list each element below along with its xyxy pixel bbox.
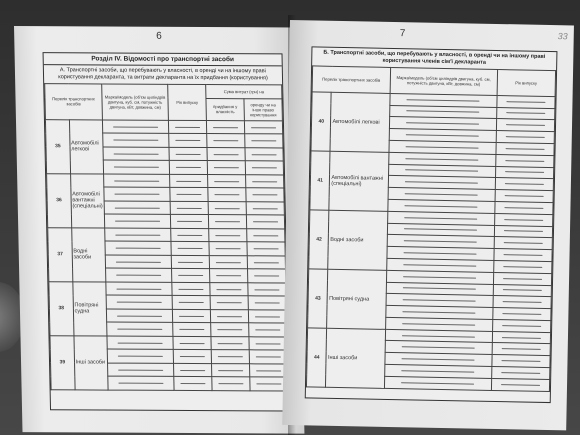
form-cell[interactable] bbox=[209, 255, 247, 269]
handwritten-dash bbox=[118, 342, 162, 343]
handwritten-page-number: 33 bbox=[557, 31, 568, 42]
handwritten-dash bbox=[256, 356, 280, 357]
handwritten-dash bbox=[179, 315, 203, 316]
form-cell[interactable] bbox=[211, 336, 249, 350]
subsection-b-title: Б. Транспортні засоби, що перебувають у власності, в оренді чи на іншому праві користування членів сім'ї декларанта bbox=[323, 49, 546, 66]
handwritten-dash bbox=[406, 146, 479, 148]
handwritten-dash bbox=[117, 288, 161, 289]
form-cell[interactable] bbox=[105, 255, 172, 269]
handwritten-dash bbox=[504, 219, 543, 221]
handwritten-dash bbox=[402, 347, 475, 349]
handwritten-dash bbox=[503, 290, 542, 292]
form-cell[interactable] bbox=[172, 269, 210, 283]
right-page bbox=[282, 20, 574, 430]
row-label: Повітряні судна bbox=[73, 282, 107, 336]
handwritten-dash bbox=[506, 148, 545, 150]
handwritten-dash bbox=[503, 278, 542, 280]
right-page-number: 7 bbox=[399, 28, 406, 40]
form-cell[interactable] bbox=[208, 174, 246, 188]
handwritten-dash bbox=[405, 193, 478, 195]
handwritten-dash bbox=[115, 221, 159, 222]
handwritten-dash bbox=[178, 234, 202, 235]
row-number: 44 bbox=[306, 328, 327, 387]
handwritten-dash bbox=[405, 181, 478, 183]
table-row bbox=[47, 173, 284, 188]
handwritten-dash bbox=[253, 221, 277, 222]
handwritten-dash bbox=[506, 136, 545, 138]
handwritten-dash bbox=[117, 315, 161, 316]
handwritten-dash bbox=[116, 261, 160, 262]
section-title: Розділ IV. Відомості про транспортні засоби bbox=[44, 53, 282, 66]
row-number: 37 bbox=[48, 227, 73, 281]
handwritten-dash bbox=[406, 134, 479, 136]
handwritten-dash bbox=[178, 261, 202, 262]
handwritten-dash bbox=[506, 101, 545, 103]
form-cell[interactable] bbox=[105, 241, 172, 255]
row-number: 41 bbox=[310, 151, 331, 210]
handwritten-dash bbox=[218, 329, 242, 330]
handwritten-dash bbox=[405, 217, 478, 219]
header-ownership: придбання у власність bbox=[206, 98, 244, 120]
form-cell[interactable] bbox=[211, 309, 249, 323]
handwritten-dash bbox=[177, 194, 201, 195]
form-cell[interactable] bbox=[247, 229, 285, 243]
form-cell[interactable] bbox=[246, 215, 284, 229]
handwritten-dash bbox=[216, 248, 240, 249]
form-cell[interactable] bbox=[106, 309, 173, 323]
handwritten-dash bbox=[506, 124, 545, 126]
form-cell[interactable] bbox=[173, 309, 211, 323]
form-cell[interactable] bbox=[170, 201, 208, 215]
form-cell[interactable] bbox=[169, 134, 207, 148]
row-label: Автомобілі легкові bbox=[69, 120, 103, 174]
header-type: Перелік транспортних засобів bbox=[45, 83, 103, 119]
handwritten-dash bbox=[503, 254, 542, 256]
form-cell[interactable] bbox=[174, 363, 212, 377]
table-row bbox=[45, 119, 282, 134]
handwritten-dash bbox=[115, 194, 159, 195]
row-number: 38 bbox=[49, 281, 74, 335]
form-cell[interactable] bbox=[210, 282, 248, 296]
handwritten-dash bbox=[179, 275, 203, 276]
row-label: Інші засоби bbox=[74, 336, 108, 390]
handwritten-dash bbox=[215, 194, 239, 195]
form-cell[interactable] bbox=[174, 377, 212, 391]
form-cell[interactable] bbox=[249, 337, 287, 351]
form-cell[interactable] bbox=[248, 296, 286, 310]
form-cell[interactable] bbox=[245, 134, 283, 148]
handwritten-dash bbox=[114, 167, 158, 168]
handwritten-dash bbox=[219, 383, 243, 384]
form-cell[interactable] bbox=[172, 282, 210, 296]
form-cell[interactable] bbox=[107, 322, 174, 336]
form-cell[interactable] bbox=[104, 187, 171, 201]
row-label: Водні засоби bbox=[328, 210, 387, 270]
left-page-number: 6 bbox=[156, 30, 162, 42]
handwritten-dash bbox=[176, 140, 200, 141]
handwritten-dash bbox=[505, 172, 544, 174]
row-number: 43 bbox=[308, 269, 329, 328]
header-rent: оренду чи на інше право користування bbox=[244, 98, 282, 120]
handwritten-dash bbox=[177, 207, 201, 208]
form-cell[interactable] bbox=[105, 268, 172, 282]
handwritten-dash bbox=[117, 275, 161, 276]
row-number: 42 bbox=[309, 210, 330, 269]
handwritten-dash bbox=[256, 343, 280, 344]
form-cell[interactable] bbox=[108, 376, 175, 390]
form-cell[interactable] bbox=[208, 188, 246, 202]
handwritten-dash bbox=[217, 275, 241, 276]
form-cell[interactable] bbox=[212, 377, 250, 391]
handwritten-dash bbox=[117, 302, 161, 303]
handwritten-dash bbox=[114, 153, 158, 154]
form-cell[interactable] bbox=[247, 242, 285, 256]
handwritten-dash bbox=[218, 356, 242, 357]
form-cell[interactable] bbox=[105, 228, 172, 242]
form-cell[interactable] bbox=[212, 363, 250, 377]
form-cell[interactable] bbox=[207, 161, 245, 175]
handwritten-dash bbox=[181, 369, 205, 370]
handwritten-dash bbox=[119, 369, 163, 370]
form-cell[interactable] bbox=[250, 364, 288, 378]
header-amount: Сума витрат (грн) на bbox=[206, 84, 282, 98]
form-cell[interactable] bbox=[171, 215, 209, 229]
form-cell[interactable] bbox=[211, 350, 249, 364]
handwritten-dash bbox=[215, 221, 239, 222]
handwritten-dash bbox=[213, 127, 237, 128]
handwritten-dash bbox=[217, 316, 241, 317]
handwritten-dash bbox=[407, 99, 480, 101]
form-cell[interactable] bbox=[492, 308, 551, 321]
handwritten-dash bbox=[176, 167, 200, 168]
handwritten-dash bbox=[115, 207, 159, 208]
form-cell[interactable] bbox=[248, 310, 286, 324]
handwritten-dash bbox=[216, 235, 240, 236]
handwritten-dash bbox=[114, 140, 158, 141]
form-cell[interactable] bbox=[208, 201, 246, 215]
form-cell[interactable] bbox=[102, 120, 169, 134]
left-vehicle-table bbox=[44, 83, 288, 391]
header-year: Рік випуску bbox=[168, 84, 207, 120]
handwritten-dash bbox=[255, 302, 279, 303]
handwritten-dash bbox=[178, 248, 202, 249]
handwritten-dash bbox=[252, 154, 276, 155]
handwritten-dash bbox=[404, 240, 477, 242]
handwritten-dash bbox=[219, 370, 243, 371]
form-cell[interactable] bbox=[245, 147, 283, 161]
left-form-frame bbox=[43, 52, 290, 411]
row-label: Водні засоби bbox=[71, 228, 105, 282]
handwritten-dash bbox=[176, 126, 200, 127]
handwritten-dash bbox=[177, 180, 201, 181]
row-number: 40 bbox=[311, 92, 332, 151]
handwritten-dash bbox=[405, 205, 478, 207]
row-label: Автомобілі вантажні (спеціальні) bbox=[329, 151, 388, 211]
handwritten-dash bbox=[502, 325, 541, 327]
handwritten-dash bbox=[501, 384, 540, 386]
handwritten-dash bbox=[181, 383, 205, 384]
form-cell[interactable] bbox=[172, 296, 210, 310]
row-label: Автомобілі легкові bbox=[330, 92, 389, 152]
handwritten-dash bbox=[503, 266, 542, 268]
form-cell[interactable] bbox=[106, 282, 173, 296]
handwritten-dash bbox=[504, 242, 543, 244]
row-number: 39 bbox=[50, 336, 75, 390]
handwritten-dash bbox=[216, 262, 240, 263]
form-cell[interactable] bbox=[210, 296, 248, 310]
handwritten-dash bbox=[502, 337, 541, 339]
row-label: Повітряні судна bbox=[327, 269, 386, 329]
form-cell[interactable] bbox=[107, 349, 174, 363]
handwritten-dash bbox=[115, 180, 159, 181]
handwritten-dash bbox=[403, 323, 476, 325]
handwritten-dash bbox=[504, 207, 543, 209]
handwritten-dash bbox=[252, 167, 276, 168]
form-cell[interactable] bbox=[491, 378, 550, 391]
handwritten-dash bbox=[403, 288, 476, 290]
handwritten-dash bbox=[118, 329, 162, 330]
handwritten-dash bbox=[501, 360, 540, 362]
handwritten-dash bbox=[177, 221, 201, 222]
handwritten-dash bbox=[180, 329, 204, 330]
form-cell[interactable] bbox=[103, 147, 170, 161]
header-details: Марка/модель (об'єм циліндрів двигуна, куб. см, потужність двигуна, кВт, довжина, см) bbox=[390, 67, 497, 95]
form-cell[interactable] bbox=[169, 120, 207, 134]
form-cell[interactable] bbox=[173, 323, 211, 337]
row-label: Автомобілі вантажні (спеціальні) bbox=[70, 174, 104, 228]
handwritten-dash bbox=[405, 170, 478, 172]
form-cell[interactable] bbox=[171, 255, 209, 269]
handwritten-dash bbox=[404, 229, 477, 231]
handwritten-dash bbox=[403, 276, 476, 278]
form-cell[interactable] bbox=[246, 202, 284, 216]
handwritten-dash bbox=[504, 231, 543, 233]
form-cell[interactable] bbox=[173, 350, 211, 364]
handwritten-dash bbox=[403, 299, 476, 301]
table-row bbox=[50, 336, 287, 351]
handwritten-dash bbox=[215, 208, 239, 209]
handwritten-dash bbox=[176, 153, 200, 154]
handwritten-dash bbox=[254, 235, 278, 236]
right-form-frame bbox=[305, 46, 558, 403]
form-cell[interactable] bbox=[171, 242, 209, 256]
handwritten-dash bbox=[505, 195, 544, 197]
handwritten-dash bbox=[255, 316, 279, 317]
form-cell[interactable] bbox=[249, 350, 287, 364]
handwritten-dash bbox=[253, 194, 277, 195]
handwritten-dash bbox=[256, 329, 280, 330]
handwritten-dash bbox=[257, 383, 281, 384]
handwritten-dash bbox=[501, 372, 540, 374]
form-cell[interactable] bbox=[248, 269, 286, 283]
form-cell[interactable] bbox=[104, 201, 171, 215]
form-cell[interactable] bbox=[246, 174, 284, 188]
form-cell[interactable] bbox=[248, 283, 286, 297]
handwritten-dash bbox=[406, 122, 479, 124]
form-cell[interactable] bbox=[207, 120, 245, 134]
handwritten-dash bbox=[116, 248, 160, 249]
handwritten-dash bbox=[218, 343, 242, 344]
handwritten-dash bbox=[401, 382, 474, 384]
handwritten-dash bbox=[179, 288, 203, 289]
handwritten-dash bbox=[254, 275, 278, 276]
form-cell[interactable] bbox=[210, 269, 248, 283]
form-cell[interactable] bbox=[494, 225, 553, 238]
right-vehicle-table bbox=[306, 65, 556, 392]
handwritten-dash bbox=[214, 167, 238, 168]
form-cell[interactable] bbox=[170, 161, 208, 175]
handwritten-dash bbox=[253, 208, 277, 209]
subsection-a-title: А. Транспортні засоби, що перебувають у власності, в оренді чи на іншому праві користування декларанта, та витрати декларанта на їх придбання (користування) bbox=[58, 67, 268, 82]
handwritten-dash bbox=[251, 127, 275, 128]
handwritten-dash bbox=[252, 181, 276, 182]
form-cell[interactable] bbox=[249, 323, 287, 337]
handwritten-dash bbox=[502, 348, 541, 350]
row-number: 35 bbox=[45, 119, 70, 173]
handwritten-dash bbox=[503, 301, 542, 303]
form-cell[interactable] bbox=[173, 336, 211, 350]
header-details: Марка/модель (об'єм циліндрів двигуна, куб. см, потужність двигуна, кВт, довжина, см) bbox=[102, 84, 169, 120]
handwritten-dash bbox=[214, 140, 238, 141]
form-cell[interactable] bbox=[211, 323, 249, 337]
form-cell[interactable] bbox=[244, 120, 282, 134]
handwritten-dash bbox=[403, 311, 476, 313]
handwritten-dash bbox=[118, 356, 162, 357]
handwritten-dash bbox=[217, 289, 241, 290]
handwritten-dash bbox=[407, 111, 480, 113]
handwritten-dash bbox=[505, 160, 544, 162]
form-cell[interactable] bbox=[209, 228, 247, 242]
form-cell[interactable] bbox=[170, 174, 208, 188]
header-type: Перелік транспортних засобів bbox=[312, 66, 390, 93]
handwritten-dash bbox=[179, 302, 203, 303]
form-cell[interactable] bbox=[104, 214, 171, 228]
form-cell[interactable] bbox=[209, 215, 247, 229]
row-label: Інші засоби bbox=[326, 328, 385, 388]
form-cell[interactable] bbox=[171, 228, 209, 242]
form-cell[interactable] bbox=[170, 188, 208, 202]
form-cell[interactable] bbox=[246, 188, 284, 202]
handwritten-dash bbox=[506, 113, 545, 115]
handwritten-dash bbox=[256, 370, 280, 371]
form-cell[interactable] bbox=[209, 242, 247, 256]
form-cell[interactable] bbox=[107, 336, 174, 350]
form-cell[interactable] bbox=[107, 363, 174, 377]
handwritten-dash bbox=[505, 183, 544, 185]
header-year: Рік випуску bbox=[497, 69, 556, 96]
form-cell[interactable] bbox=[207, 147, 245, 161]
row-number: 36 bbox=[47, 173, 72, 227]
form-cell[interactable] bbox=[103, 174, 170, 188]
handwritten-dash bbox=[402, 358, 475, 360]
handwritten-dash bbox=[254, 248, 278, 249]
form-cell[interactable] bbox=[384, 376, 491, 390]
form-cell[interactable] bbox=[103, 160, 170, 174]
form-cell[interactable] bbox=[103, 133, 170, 147]
handwritten-dash bbox=[402, 335, 475, 337]
handwritten-dash bbox=[252, 140, 276, 141]
table-row bbox=[49, 281, 286, 296]
handwritten-dash bbox=[402, 370, 475, 372]
form-cell[interactable] bbox=[106, 295, 173, 309]
form-cell[interactable] bbox=[247, 256, 285, 270]
handwritten-dash bbox=[214, 154, 238, 155]
handwritten-dash bbox=[180, 356, 204, 357]
handwritten-dash bbox=[119, 383, 163, 384]
table-row bbox=[48, 227, 285, 242]
left-page bbox=[14, 26, 304, 434]
handwritten-dash bbox=[217, 302, 241, 303]
handwritten-dash bbox=[502, 313, 541, 315]
handwritten-dash bbox=[255, 289, 279, 290]
handwritten-dash bbox=[113, 126, 157, 127]
form-cell[interactable] bbox=[169, 147, 207, 161]
handwritten-dash bbox=[404, 264, 477, 266]
handwritten-dash bbox=[254, 262, 278, 263]
handwritten-dash bbox=[404, 252, 477, 254]
handwritten-dash bbox=[406, 158, 479, 160]
handwritten-dash bbox=[215, 181, 239, 182]
handwritten-dash bbox=[116, 234, 160, 235]
form-cell[interactable] bbox=[245, 161, 283, 175]
handwritten-dash bbox=[180, 342, 204, 343]
form-cell[interactable] bbox=[207, 134, 245, 148]
